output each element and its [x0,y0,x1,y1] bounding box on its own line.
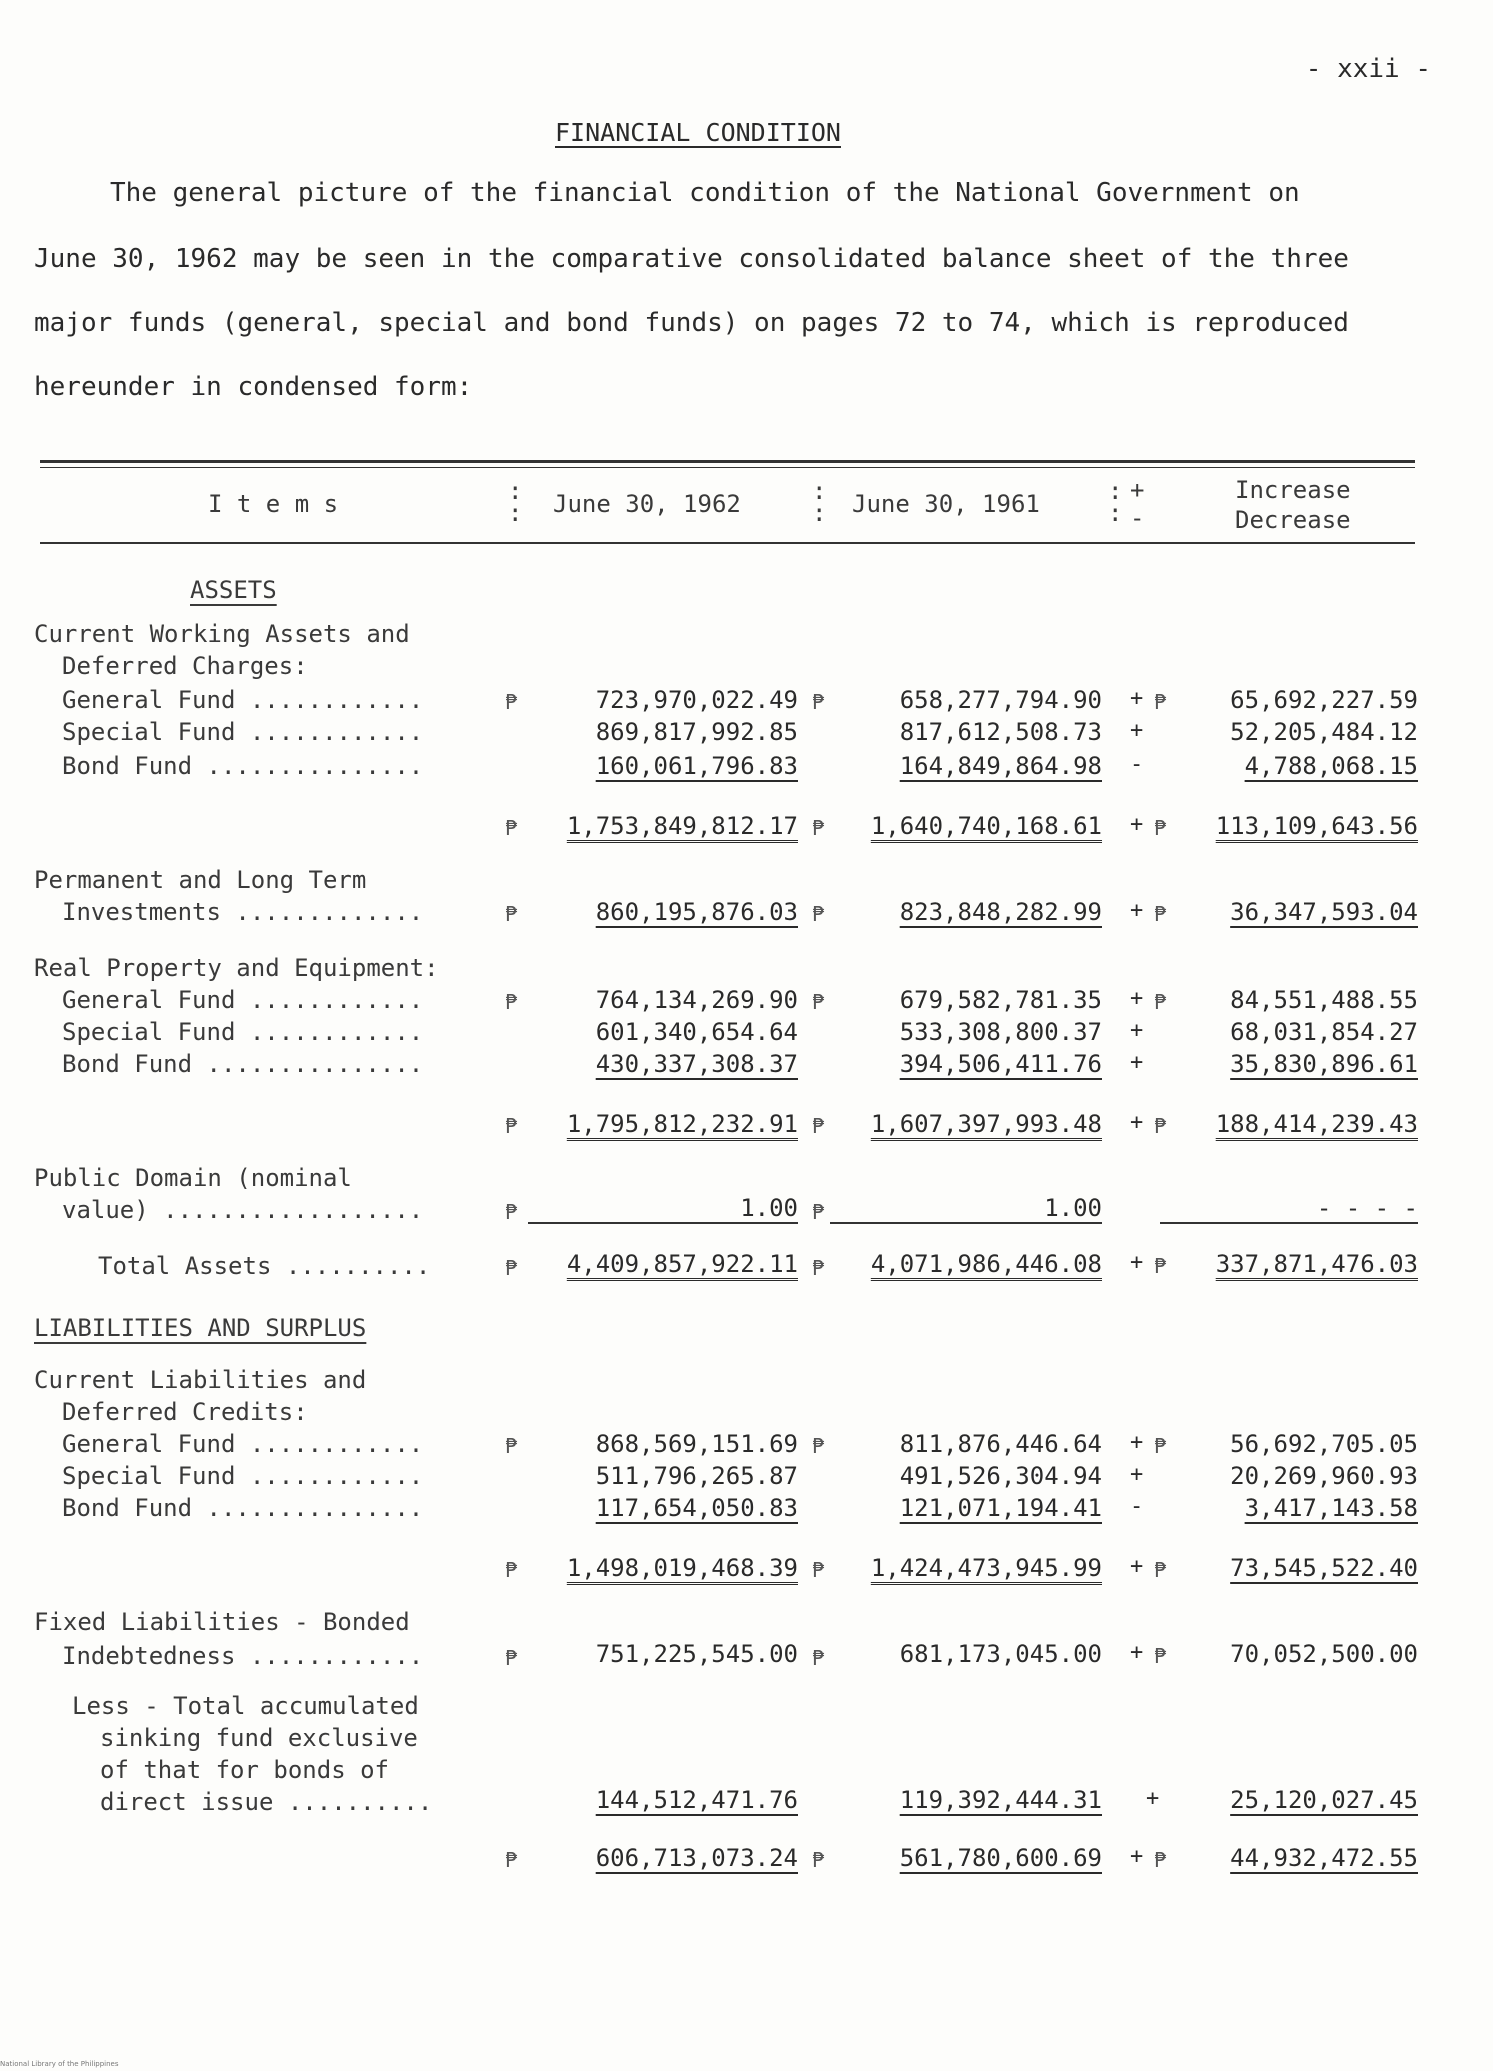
cl-bond-1962: 117,654,050.83 [595,1494,798,1522]
total-assets-sign: + [1130,1250,1144,1275]
fixed-title: Fixed Liabilities - Bonded [34,1608,410,1636]
cl-general-sign: + [1130,1430,1144,1455]
fixed-label: Indebtedness ............ [62,1642,424,1670]
peso-sign: ₱ [505,990,518,1014]
rp-general-1961: 679,582,781.35 [899,986,1102,1014]
ca-total-1961: 1,640,740,168.61 [870,812,1102,840]
domain-1962-rule [528,1222,798,1224]
header-decrease: Decrease [1235,506,1351,534]
less-line-2: sinking fund exclusive [100,1724,418,1752]
header-items: I t e m s [208,490,339,518]
peso-sign: ₱ [812,1434,825,1458]
fixed-change: 70,052,500.00 [1230,1640,1418,1668]
real-title: Real Property and Equipment: [34,954,439,982]
rp-total-sign: + [1130,1110,1144,1135]
ca-bond-label: Bond Fund ............... [62,752,424,780]
cl-title-2: Deferred Credits: [62,1398,308,1426]
cl-bond-1961: 121,071,194.41 [899,1494,1102,1522]
domain-change: - - - - [1316,1194,1418,1222]
total-assets-change: 337,871,476.03 [1215,1250,1418,1278]
peso-sign: ₱ [812,816,825,840]
cl-general-1961: 811,876,446.64 [899,1430,1102,1458]
cl-title-1: Current Liabilities and [34,1366,367,1394]
rp-bond-1961: 394,506,411.76 [899,1050,1102,1078]
peso-sign: ₱ [505,1256,518,1280]
net-1961: 561,780,600.69 [899,1844,1102,1872]
header-colon-1: : : [508,477,523,527]
intro-line-1: The general picture of the financial condition of the National Government on [110,178,1300,208]
less-1962: 144,512,471.76 [595,1786,798,1814]
rp-general-label: General Fund ............ [62,986,424,1014]
net-1962: 606,713,073.24 [595,1844,798,1872]
ca-general-sign: + [1130,686,1144,711]
liabilities-heading: LIABILITIES AND SURPLUS [34,1314,367,1342]
rp-special-sign: + [1130,1018,1144,1043]
peso-sign: ₱ [1154,1848,1167,1872]
peso-sign: ₱ [505,1848,518,1872]
peso-sign: ₱ [812,1256,825,1280]
peso-sign: ₱ [505,1200,518,1224]
peso-sign: ₱ [812,902,825,926]
ca-total-1962: 1,753,849,812.17 [566,812,798,840]
rp-total-1962: 1,795,812,232.91 [566,1110,798,1138]
peso-sign: ₱ [505,1114,518,1138]
cl-total-change: 73,545,522.40 [1230,1554,1418,1582]
ca-total-sign: + [1130,812,1144,837]
cl-special-sign: + [1130,1462,1144,1487]
fixed-sign: + [1130,1640,1144,1665]
peso-sign: ₱ [812,1848,825,1872]
rp-special-1962: 601,340,654.64 [595,1018,798,1046]
rp-bond-sign: + [1130,1050,1144,1075]
ca-special-change: 52,205,484.12 [1230,718,1418,746]
header-rule-bottom [40,542,1415,544]
rp-special-label: Special Fund ............ [62,1018,424,1046]
total-assets-label: Total Assets .......... [98,1252,431,1280]
peso-sign: ₱ [1154,816,1167,840]
ca-general-change: 65,692,227.59 [1230,686,1418,714]
total-assets-1962: 4,409,857,922.11 [566,1250,798,1278]
perm-change: 36,347,593.04 [1230,898,1418,926]
rp-special-change: 68,031,854.27 [1230,1018,1418,1046]
cl-special-label: Special Fund ............ [62,1462,424,1490]
header-june-1962: June 30, 1962 [553,490,741,518]
peso-sign: ₱ [1154,1558,1167,1582]
ca-special-1961: 817,612,508.73 [899,718,1102,746]
ca-bond-change: 4,788,068.15 [1244,752,1418,780]
perm-title: Permanent and Long Term [34,866,367,894]
peso-sign: ₱ [812,1646,825,1670]
less-change: 25,120,027.45 [1230,1786,1418,1814]
ca-total-change: 113,109,643.56 [1215,812,1418,840]
peso-sign: ₱ [1154,1254,1167,1278]
perm-1961: 823,848,282.99 [899,898,1102,926]
rp-total-1961: 1,607,397,993.48 [870,1110,1102,1138]
cl-general-change: 56,692,705.05 [1230,1430,1418,1458]
peso-sign: ₱ [812,990,825,1014]
peso-sign: ₱ [1154,902,1167,926]
header-colon-3: : : [1108,477,1123,527]
perm-sign: + [1130,898,1144,923]
page-title: FINANCIAL CONDITION [555,118,841,147]
header-colon-2: : : [812,477,827,527]
peso-sign: ₱ [505,1558,518,1582]
less-1961: 119,392,444.31 [899,1786,1102,1814]
peso-sign: ₱ [505,690,518,714]
intro-line-4: hereunder in condensed form: [34,372,473,402]
header-increase: Increase [1235,476,1351,504]
rp-general-change: 84,551,488.55 [1230,986,1418,1014]
cl-bond-change: 3,417,143.58 [1244,1494,1418,1522]
ca-bond-sign: - [1130,752,1144,777]
cl-special-1962: 511,796,265.87 [595,1462,798,1490]
net-change: 44,932,472.55 [1230,1844,1418,1872]
peso-sign: ₱ [1154,1114,1167,1138]
intro-line-3: major funds (general, special and bond funds) on pages 72 to 74, which is reproduced [34,308,1349,338]
current-assets-title-1: Current Working Assets and [34,620,410,648]
total-assets-1961: 4,071,986,446.08 [870,1250,1102,1278]
peso-sign: ₱ [812,1558,825,1582]
intro-line-2: June 30, 1962 may be seen in the comparative consolidated balance sheet of the three [34,244,1349,274]
domain-1961-rule [830,1222,1102,1224]
cl-general-label: General Fund ............ [62,1430,424,1458]
rp-total-change: 188,414,239.43 [1215,1110,1418,1138]
peso-sign: ₱ [1154,690,1167,714]
rp-bond-change: 35,830,896.61 [1230,1050,1418,1078]
cl-total-sign: + [1130,1554,1144,1579]
peso-sign: ₱ [505,816,518,840]
domain-1962: 1.00 [740,1194,798,1222]
domain-title: Public Domain (nominal [34,1164,352,1192]
cl-special-1961: 491,526,304.94 [899,1462,1102,1490]
rp-special-1961: 533,308,800.37 [899,1018,1102,1046]
peso-sign: ₱ [812,1200,825,1224]
peso-sign: ₱ [1154,990,1167,1014]
ca-bond-1961: 164,849,864.98 [899,752,1102,780]
rp-general-1962: 764,134,269.90 [595,986,798,1014]
fixed-1962: 751,225,545.00 [595,1640,798,1668]
less-sign: + [1146,1786,1160,1811]
header-june-1961: June 30, 1961 [852,490,1040,518]
ca-general-1961: 658,277,794.90 [899,686,1102,714]
ca-general-label: General Fund ............ [62,686,424,714]
cl-bond-sign: - [1130,1494,1144,1519]
less-line-4: direct issue .......... [100,1788,433,1816]
less-line-3: of that for bonds of [100,1756,389,1784]
domain-1961: 1.00 [1044,1194,1102,1222]
perm-1962: 860,195,876.03 [595,898,798,926]
header-rule-top [40,460,1415,463]
rp-bond-label: Bond Fund ............... [62,1050,424,1078]
peso-sign: ₱ [505,1646,518,1670]
domain-label: value) .................. [62,1196,424,1224]
rp-general-sign: + [1130,986,1144,1011]
cl-general-1962: 868,569,151.69 [595,1430,798,1458]
peso-sign: ₱ [812,1114,825,1138]
cl-bond-label: Bond Fund ............... [62,1494,424,1522]
ca-special-1962: 869,817,992.85 [595,718,798,746]
peso-sign: ₱ [812,690,825,714]
cl-total-1962: 1,498,019,468.39 [566,1554,798,1582]
cl-special-change: 20,269,960.93 [1230,1462,1418,1490]
current-assets-title-2: Deferred Charges: [62,652,308,680]
ca-general-1962: 723,970,022.49 [595,686,798,714]
cl-total-1961: 1,424,473,945.99 [870,1554,1102,1582]
rp-bond-1962: 430,337,308.37 [595,1050,798,1078]
ca-bond-1962: 160,061,796.83 [595,752,798,780]
perm-label: Investments ............. [62,898,424,926]
peso-sign: ₱ [1154,1434,1167,1458]
peso-sign: ₱ [1154,1644,1167,1668]
ca-special-sign: + [1130,718,1144,743]
header-plus: + [1130,476,1145,504]
ca-special-label: Special Fund ............ [62,718,424,746]
header-rule-top-thin [40,467,1415,468]
peso-sign: ₱ [505,902,518,926]
domain-change-rule [1160,1222,1418,1224]
page-number: - xxii - [1305,54,1431,84]
net-sign: + [1130,1844,1144,1869]
less-line-1: Less - Total accumulated [72,1692,419,1720]
header-minus: - [1130,504,1145,532]
peso-sign: ₱ [505,1434,518,1458]
fixed-1961: 681,173,045.00 [899,1640,1102,1668]
footer-credit: National Library of the Philippines [0,2060,119,2068]
assets-heading: ASSETS [190,576,277,604]
